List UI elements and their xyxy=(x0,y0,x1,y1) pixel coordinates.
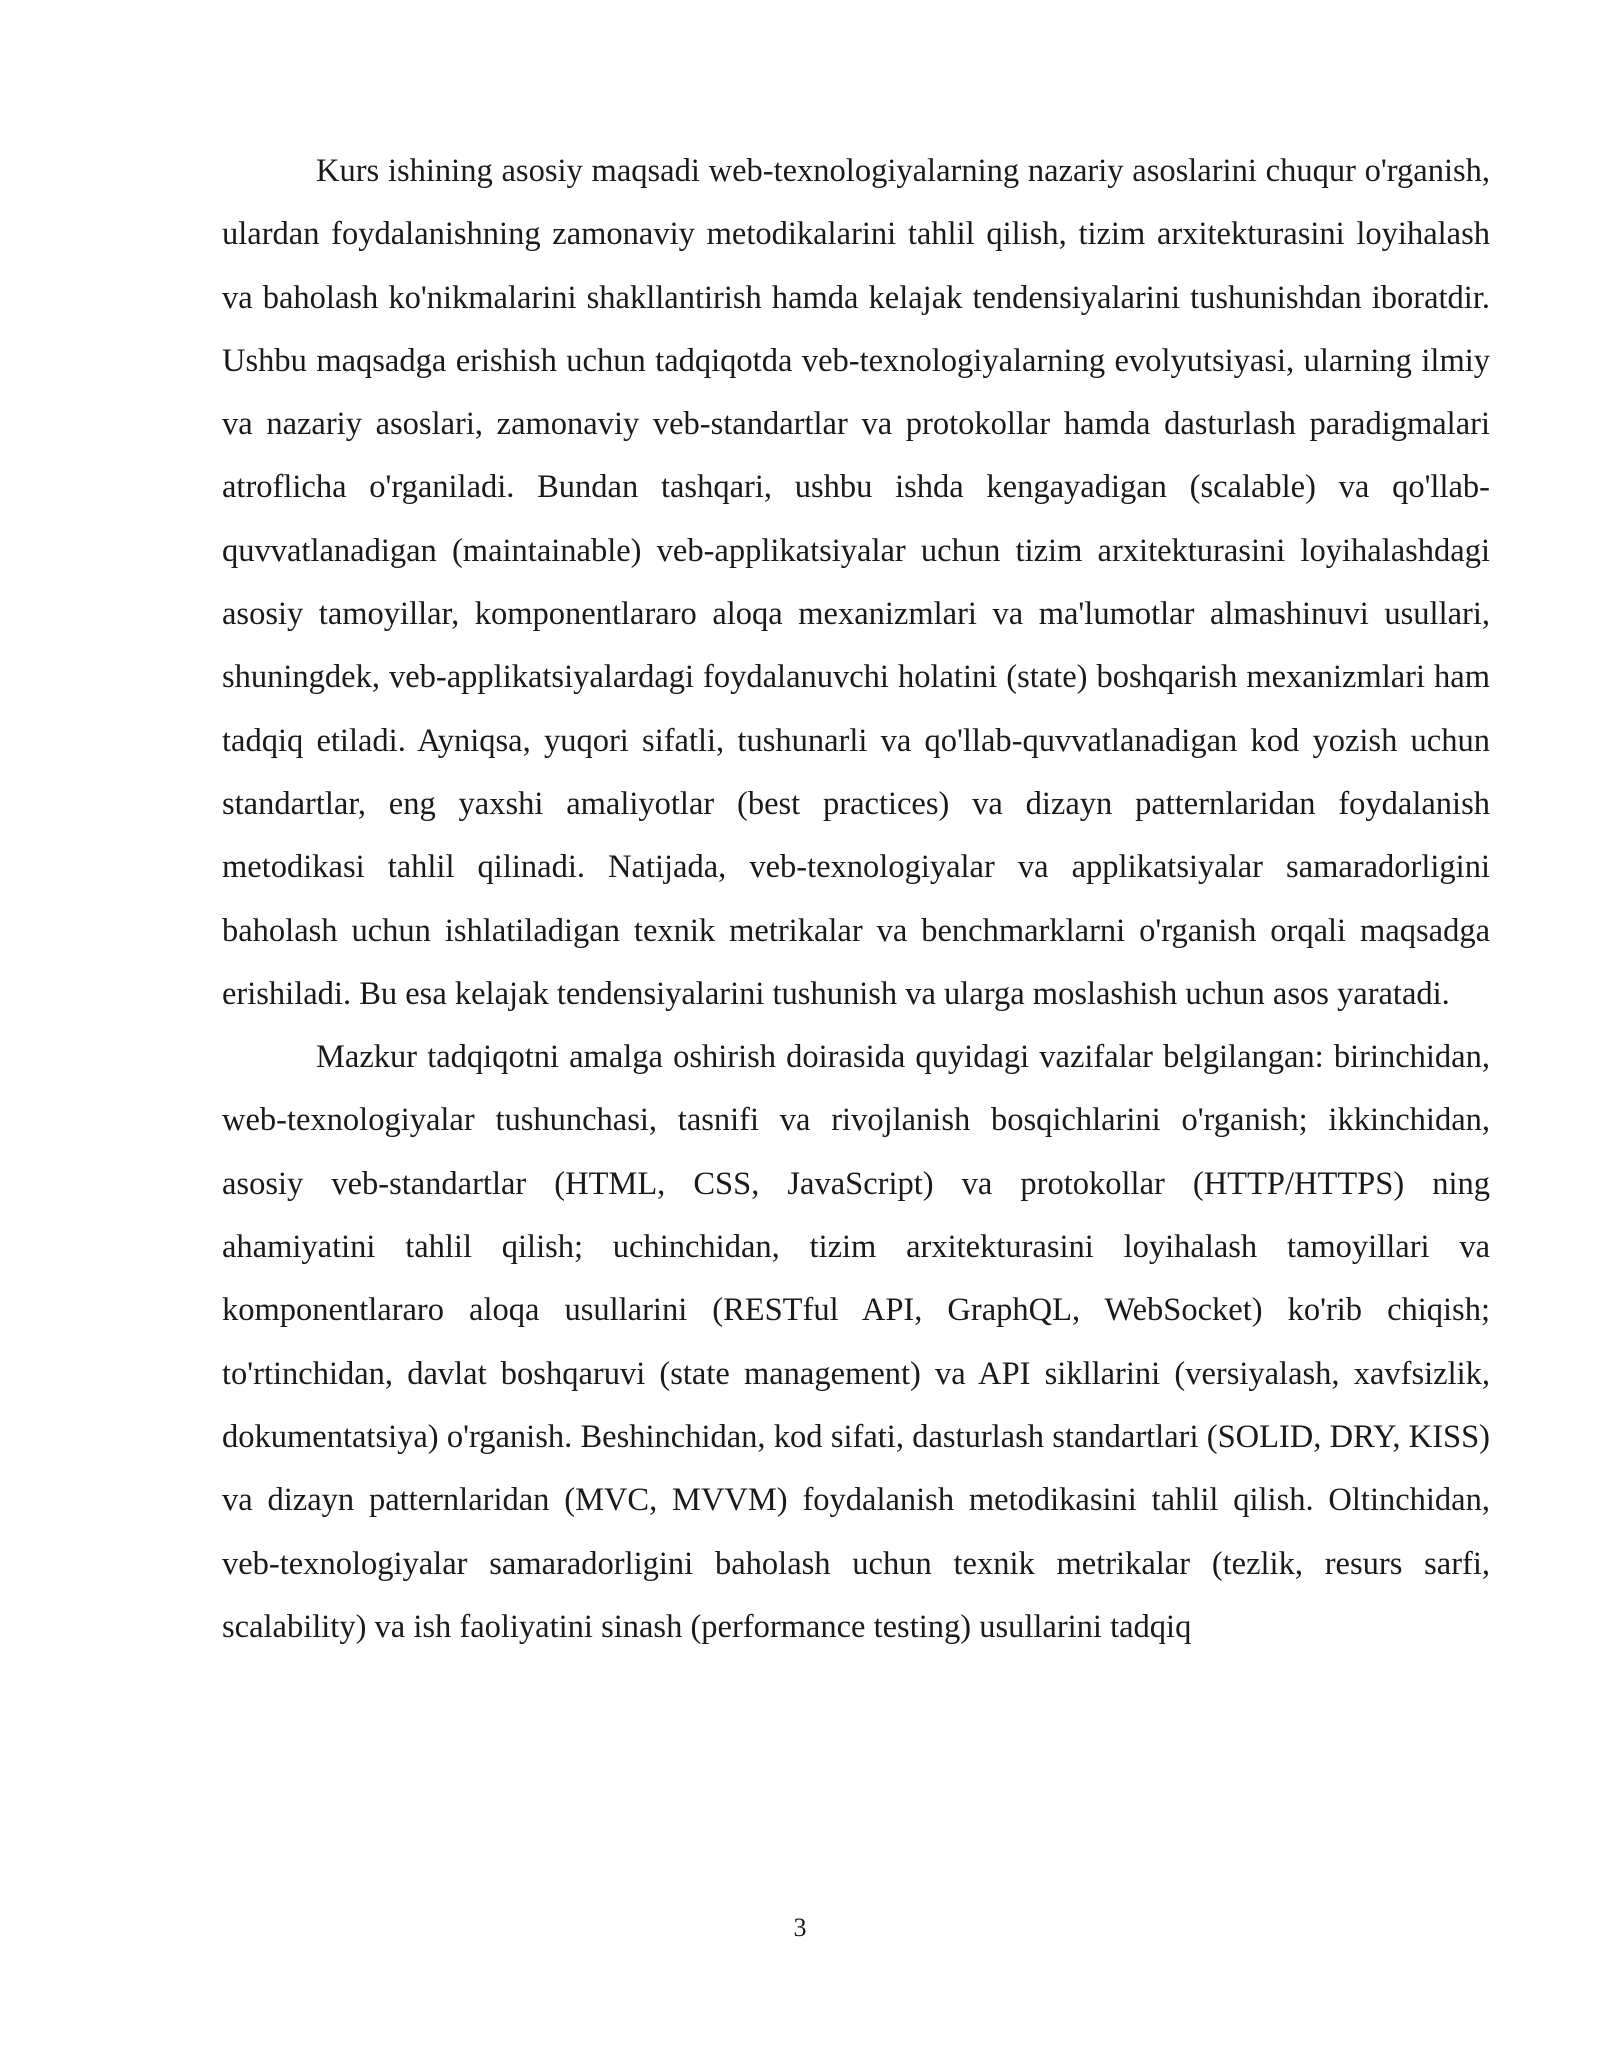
paragraph-tasks: Mazkur tadqiqotni amalga oshirish doirasida quyidagi vazifalar belgilangan: birinchidan, web-texnologiyalar tushunchasi, tasnifi va rivojlanish bosqichlarini o'rganish; ikkinchidan, asosiy veb-standartlar (HTML, CSS, JavaScript) va protokollar (HTTP/HTTPS) ning ahamiyatini tahlil qilish; uchinchidan, tizim arxitekturasini loyihalash tamoyillari va komponentlararo aloqa usullarini (RESTful API, GraphQL, WebSocket) ko'rib chiqish; to'rtinchidan, davlat boshqaruvi (state management) va API sikllarini (versiyalash, xavfsizlik, dokumentatsiya) o'rganish. Beshinchidan, kod sifati, dasturlash standartlari (SOLID, DRY, KISS) va dizayn patternlaridan (MVC, MVVM) foydalanish metodikasini tahlil qilish. Oltinchidan, veb-texnologiyalar samaradorligini baholash uchun texnik metrikalar (tezlik, resurs sarfi, scalability) va ish faoliyatini sinash (performance testing) usullarini tadqiq xyxy=(222,1039,1490,1645)
page-number: 3 xyxy=(793,1913,807,1942)
body-text xyxy=(222,140,1490,1659)
paragraph-purpose: Kurs ishining asosiy maqsadi web-texnologiyalarning nazariy asoslarini chuqur o'rganish, ulardan foydalanishning zamonaviy metodikalarini tahlil qilish, tizim arxitekturasini loyihalash va baholash ko'nikmalarini shakllantirish hamda kelajak tendensiyalarini tushunishdan iboratdir. Ushbu maqsadga erishish uchun tadqiqotda veb-texnologiyalarning evolyutsiyasi, ularning ilmiy va nazariy asoslari, zamonaviy veb-standartlar va protokollar hamda dasturlash paradigmalari atroflicha o'rganiladi. Bundan tashqari, ushbu ishda kengayadigan (scalable) va qo'llab-quvvatlanadigan (maintainable) veb-applikatsiyalar uchun tizim arxitekturasini loyihalashdagi asosiy tamoyillar, komponentlararo aloqa mexanizmlari va ma'lumotlar almashinuvi usullari, shuningdek, veb-applikatsiyalardagi foydalanuvchi holatini (state) boshqarish mexanizmlari ham tadqiq etiladi. Ayniqsa, yuqori sifatli, tushunarli va qo'llab-quvvatlanadigan kod yozish uchun standartlar, eng yaxshi amaliyotlar (best practices) va dizayn patternlaridan foydalanish metodikasi tahlil qilinadi. Natijada, veb-texnologiyalar va applikatsiyalar samaradorligini baholash uchun ishlatiladigan texnik metrikalar va benchmarklarni o'rganish orqali maqsadga erishiladi. Bu esa kelajak tendensiyalarini tushunish va ularga moslashish uchun asos yaratadi. xyxy=(222,153,1490,1012)
